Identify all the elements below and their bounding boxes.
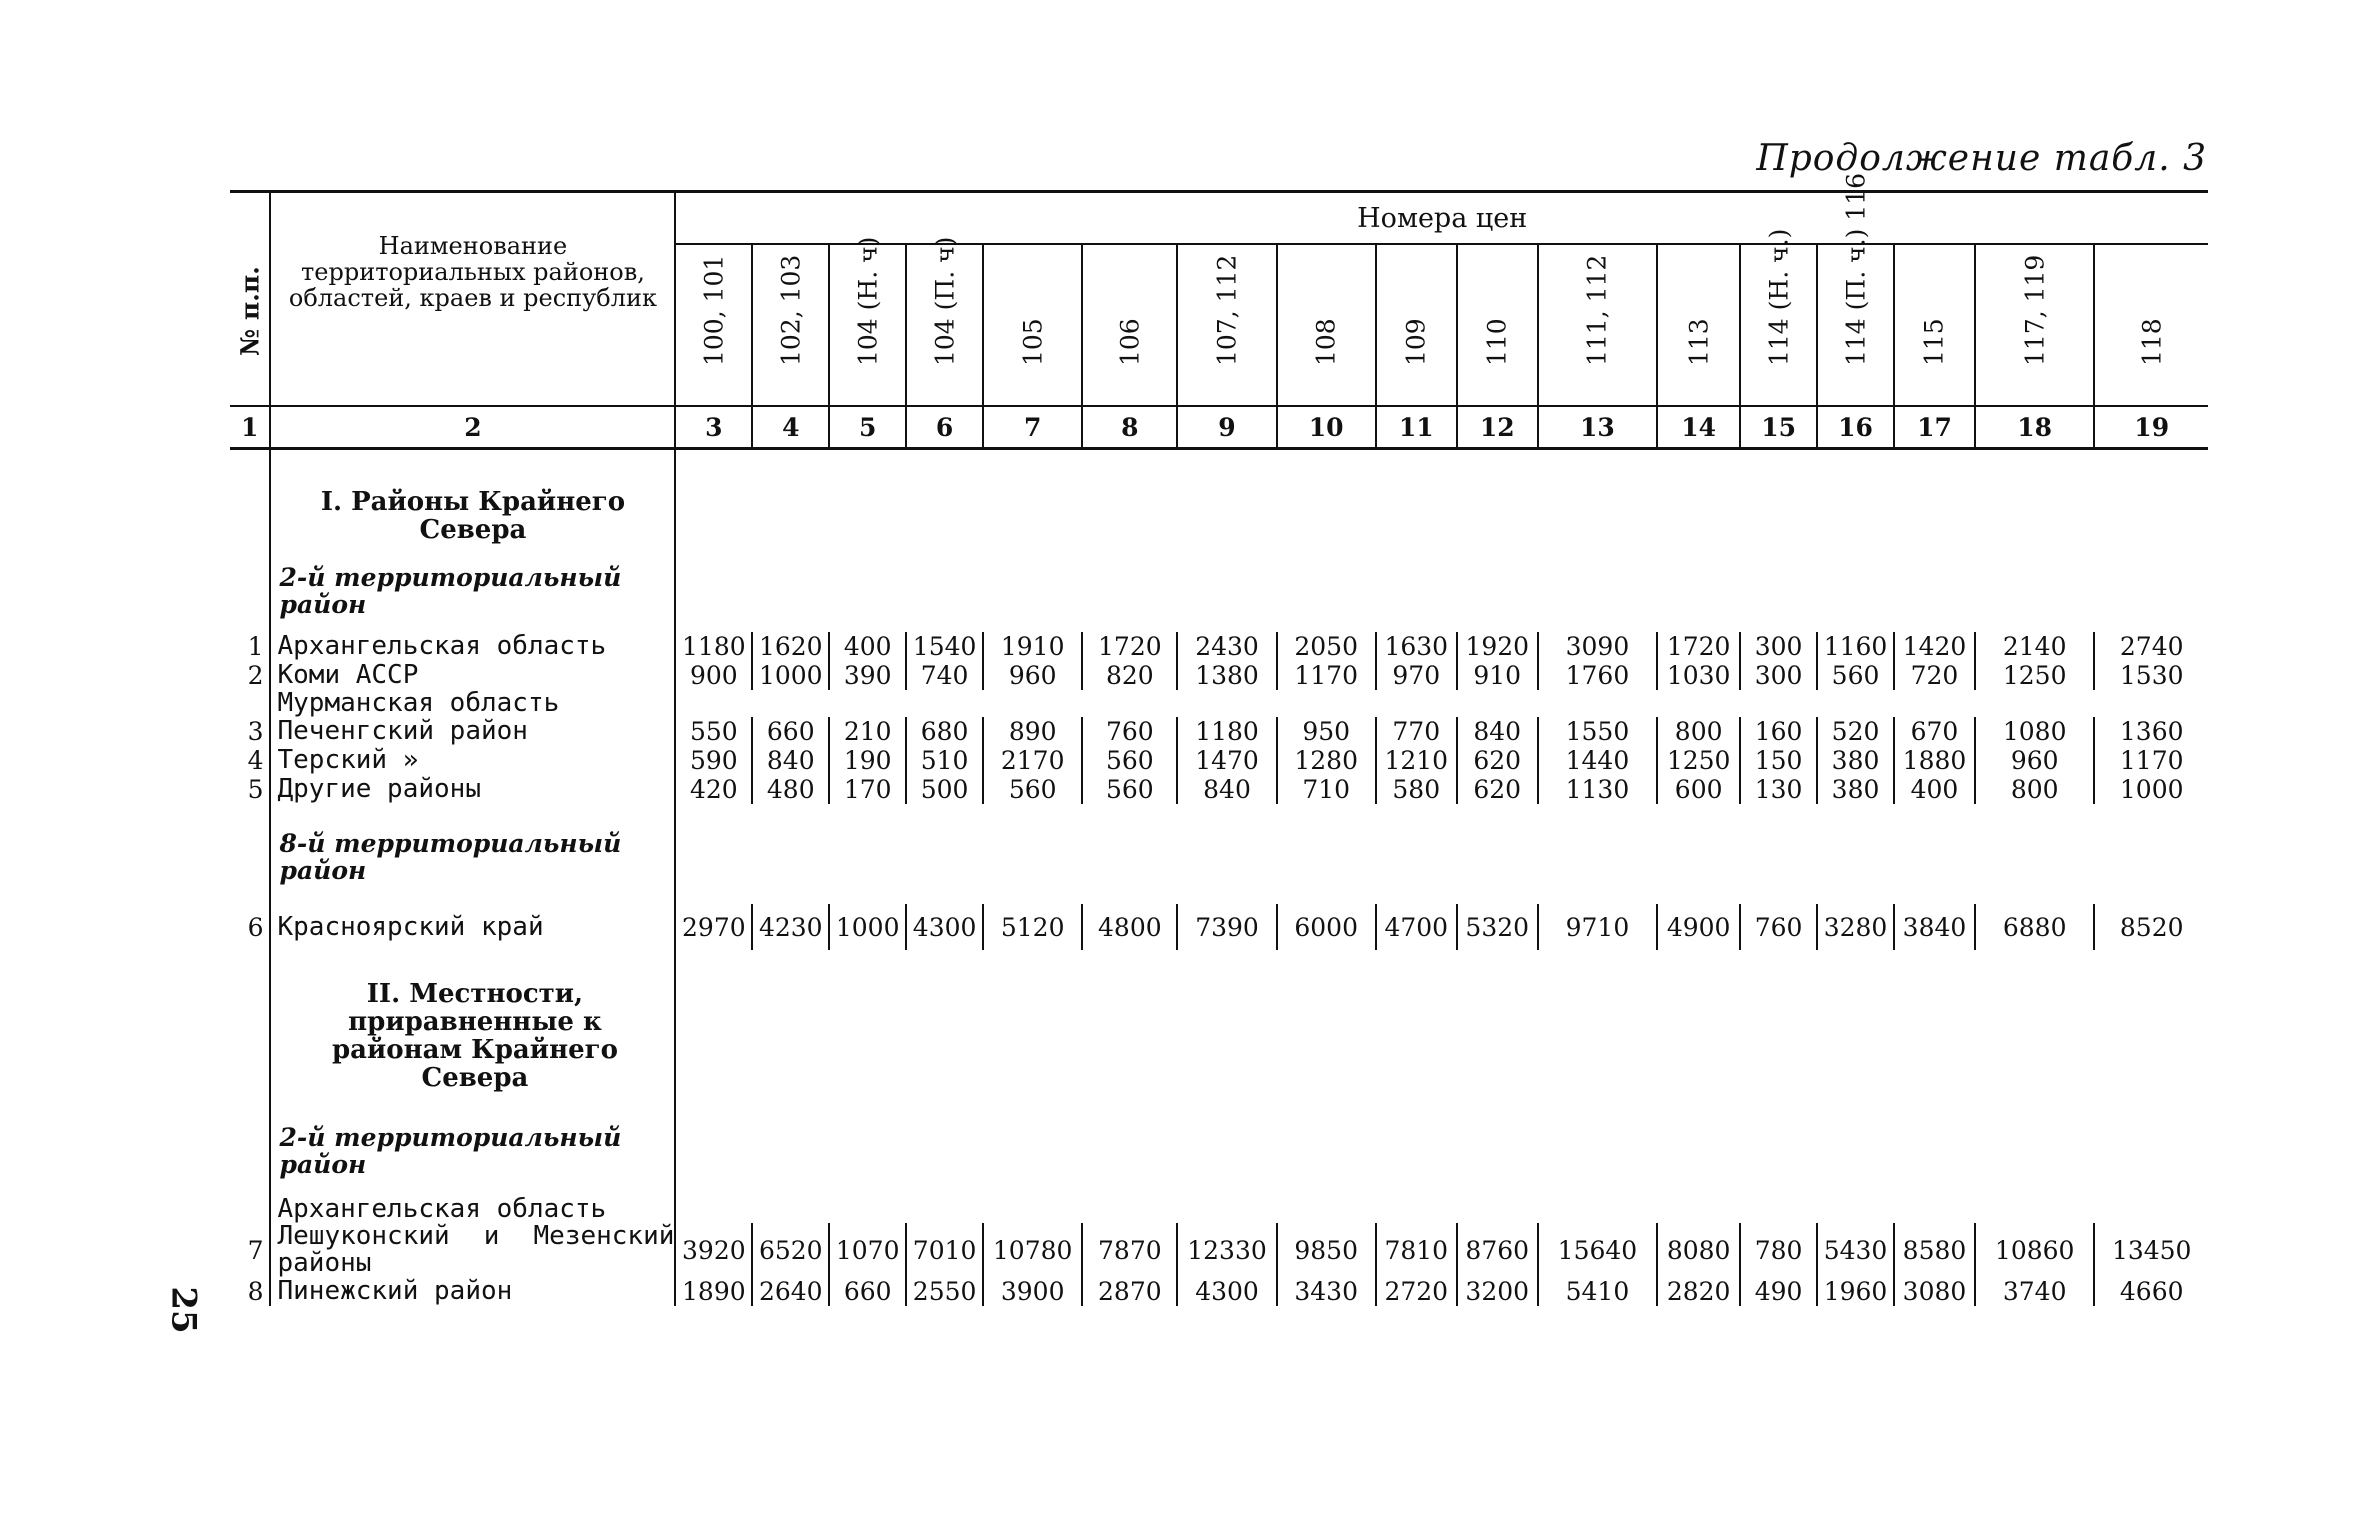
table-row xyxy=(230,746,2208,775)
price-value: 660 xyxy=(752,717,829,746)
header-no: № п.п. xyxy=(230,192,270,407)
price-table xyxy=(230,172,2208,1306)
column-number: 2 xyxy=(270,406,675,449)
table-row xyxy=(230,690,2208,717)
price-value: 1630 xyxy=(1376,632,1457,661)
price-value: 1250 xyxy=(1657,746,1740,775)
price-value: 820 xyxy=(1082,661,1177,690)
table-row xyxy=(230,661,2208,690)
price-value: 5410 xyxy=(1538,1277,1657,1306)
price-column-header: 102, 103 xyxy=(752,244,829,406)
price-column-header: 113 xyxy=(1657,244,1740,406)
price-value: 300 xyxy=(1740,661,1817,690)
price-value: 910 xyxy=(1457,661,1538,690)
header-name: Наименование территориальных районов, областей, краев и республик xyxy=(270,192,675,407)
price-value: 3840 xyxy=(1894,904,1975,950)
price-value: 2820 xyxy=(1657,1277,1740,1306)
region-name: Пинежский район xyxy=(270,1277,675,1306)
price-value: 960 xyxy=(983,661,1082,690)
price-value: 8080 xyxy=(1657,1223,1740,1277)
price-column-header: 106 xyxy=(1082,244,1177,406)
price-value: 970 xyxy=(1376,661,1457,690)
price-value: 3900 xyxy=(983,1277,1082,1306)
row-number: 2 xyxy=(247,661,264,690)
price-value: 190 xyxy=(829,746,906,775)
price-value: 1000 xyxy=(2094,775,2208,804)
table-row xyxy=(230,717,2208,746)
price-value: 6880 xyxy=(1975,904,2094,950)
price-value: 1030 xyxy=(1657,661,1740,690)
price-value: 160 xyxy=(1740,717,1817,746)
row-number: 4 xyxy=(247,746,264,775)
price-value: 1210 xyxy=(1376,746,1457,775)
price-column-header: 110 xyxy=(1457,244,1538,406)
section-1-subtitle-2: 8-й территориальный район xyxy=(270,804,675,904)
row-number: 6 xyxy=(247,912,264,942)
price-value: 580 xyxy=(1376,775,1457,804)
column-number: 6 xyxy=(906,406,983,449)
price-value: 3090 xyxy=(1538,632,1657,661)
price-value: 550 xyxy=(675,717,752,746)
price-value: 15640 xyxy=(1538,1223,1657,1277)
column-number: 11 xyxy=(1376,406,1457,449)
column-number: 15 xyxy=(1740,406,1817,449)
price-value: 1070 xyxy=(829,1223,906,1277)
price-value: 560 xyxy=(983,775,1082,804)
price-value: 1160 xyxy=(1817,632,1894,661)
price-value: 1080 xyxy=(1975,717,2094,746)
price-value: 2740 xyxy=(2094,632,2208,661)
price-value: 770 xyxy=(1376,717,1457,746)
price-value: 500 xyxy=(906,775,983,804)
price-value: 380 xyxy=(1817,746,1894,775)
region-name: Печенгский район xyxy=(270,717,675,746)
price-value: 760 xyxy=(1082,717,1177,746)
price-column-header: 114 (П. ч.) 116 xyxy=(1817,244,1894,406)
price-value: 8520 xyxy=(2094,904,2208,950)
price-value: 840 xyxy=(752,746,829,775)
price-value: 3920 xyxy=(675,1223,752,1277)
column-number: 9 xyxy=(1177,406,1276,449)
price-value: 3080 xyxy=(1894,1277,1975,1306)
price-value: 6000 xyxy=(1277,904,1376,950)
section-1-subtitle-1: 2-й территориальный район xyxy=(270,544,675,632)
price-value: 10780 xyxy=(983,1223,1082,1277)
price-value: 1540 xyxy=(906,632,983,661)
price-value: 1880 xyxy=(1894,746,1975,775)
row-number: 8 xyxy=(247,1277,264,1306)
price-value: 5430 xyxy=(1817,1223,1894,1277)
price-column-header: 111, 112 xyxy=(1538,244,1657,406)
price-column-header: 100, 101 xyxy=(675,244,752,406)
region-name: Архангельская область xyxy=(270,632,675,661)
price-value: 1280 xyxy=(1277,746,1376,775)
price-value: 400 xyxy=(829,632,906,661)
price-value: 590 xyxy=(675,746,752,775)
price-value: 210 xyxy=(829,717,906,746)
region-name: Другие районы xyxy=(270,775,675,804)
column-number: 4 xyxy=(752,406,829,449)
column-number: 18 xyxy=(1975,406,2094,449)
price-value: 1170 xyxy=(1277,661,1376,690)
price-value: 3430 xyxy=(1277,1277,1376,1306)
row-number: 3 xyxy=(247,717,264,746)
price-value: 6520 xyxy=(752,1223,829,1277)
price-value: 960 xyxy=(1975,746,2094,775)
price-column-header: 114 (Н. ч.) xyxy=(1740,244,1817,406)
price-value: 510 xyxy=(906,746,983,775)
page-number: 25 xyxy=(163,1286,204,1334)
price-value: 1180 xyxy=(675,632,752,661)
price-value: 760 xyxy=(1740,904,1817,950)
table-row xyxy=(230,1277,2208,1306)
price-value: 620 xyxy=(1457,746,1538,775)
price-value: 4300 xyxy=(1177,1277,1276,1306)
price-value: 480 xyxy=(752,775,829,804)
price-value: 4900 xyxy=(1657,904,1740,950)
price-value: 600 xyxy=(1657,775,1740,804)
section-2-subtitle-1: 2-й территориальный район xyxy=(270,1104,675,1196)
section-2-title: II. Местности, приравненные к районам Крайнего Севера xyxy=(270,950,675,1104)
price-value: 1250 xyxy=(1975,661,2094,690)
price-value: 300 xyxy=(1740,632,1817,661)
price-value: 1760 xyxy=(1538,661,1657,690)
price-value: 1420 xyxy=(1894,632,1975,661)
region-name: Терский » xyxy=(270,746,675,775)
table-row xyxy=(230,775,2208,804)
price-value: 660 xyxy=(829,1277,906,1306)
column-number: 14 xyxy=(1657,406,1740,449)
price-value: 1530 xyxy=(2094,661,2208,690)
region-arkhangelsk-2: Архангельская область xyxy=(270,1196,675,1223)
price-value: 1620 xyxy=(752,632,829,661)
price-value: 1960 xyxy=(1817,1277,1894,1306)
region-name: Красноярский край xyxy=(270,904,675,950)
price-value: 4660 xyxy=(2094,1277,2208,1306)
row-number: 5 xyxy=(247,775,264,804)
price-value: 150 xyxy=(1740,746,1817,775)
price-value: 1470 xyxy=(1177,746,1276,775)
price-value: 800 xyxy=(1657,717,1740,746)
column-number: 19 xyxy=(2094,406,2208,449)
price-value: 1910 xyxy=(983,632,1082,661)
price-column-header: 117, 119 xyxy=(1975,244,2094,406)
price-value: 800 xyxy=(1975,775,2094,804)
price-value: 5120 xyxy=(983,904,1082,950)
column-numbers xyxy=(230,406,2208,449)
price-value: 2550 xyxy=(906,1277,983,1306)
price-column-header: 107, 112 xyxy=(1177,244,1276,406)
price-value: 840 xyxy=(1177,775,1276,804)
price-value: 380 xyxy=(1817,775,1894,804)
column-number: 7 xyxy=(983,406,1082,449)
price-value: 2870 xyxy=(1082,1277,1177,1306)
price-value: 2970 xyxy=(675,904,752,950)
price-column-header: 118 xyxy=(2094,244,2208,406)
price-value: 7390 xyxy=(1177,904,1276,950)
price-value: 420 xyxy=(675,775,752,804)
price-value: 1130 xyxy=(1538,775,1657,804)
price-value: 950 xyxy=(1277,717,1376,746)
price-value: 890 xyxy=(983,717,1082,746)
price-value: 10860 xyxy=(1975,1223,2094,1277)
price-column-header: 109 xyxy=(1376,244,1457,406)
price-value: 1180 xyxy=(1177,717,1276,746)
price-value: 560 xyxy=(1082,775,1177,804)
price-value: 710 xyxy=(1277,775,1376,804)
header-prices: Номера цен xyxy=(675,192,2208,245)
price-value: 4230 xyxy=(752,904,829,950)
column-number: 8 xyxy=(1082,406,1177,449)
row-number: 1 xyxy=(247,632,264,661)
price-value: 8760 xyxy=(1457,1223,1538,1277)
price-value: 1000 xyxy=(752,661,829,690)
price-value: 1440 xyxy=(1538,746,1657,775)
price-value: 3280 xyxy=(1817,904,1894,950)
region-murmansk: Мурманская область xyxy=(270,690,675,717)
price-value: 8580 xyxy=(1894,1223,1975,1277)
column-number: 13 xyxy=(1538,406,1657,449)
table-row xyxy=(230,904,2208,950)
price-value: 490 xyxy=(1740,1277,1817,1306)
price-value: 13450 xyxy=(2094,1223,2208,1277)
price-value: 9850 xyxy=(1277,1223,1376,1277)
price-value: 900 xyxy=(675,661,752,690)
price-value: 670 xyxy=(1894,717,1975,746)
price-value: 7810 xyxy=(1376,1223,1457,1277)
price-value: 170 xyxy=(829,775,906,804)
price-value: 12330 xyxy=(1177,1223,1276,1277)
price-value: 680 xyxy=(906,717,983,746)
column-number: 5 xyxy=(829,406,906,449)
price-value: 130 xyxy=(1740,775,1817,804)
price-value: 1170 xyxy=(2094,746,2208,775)
price-value: 2640 xyxy=(752,1277,829,1306)
table-row xyxy=(230,632,2208,661)
price-value: 1920 xyxy=(1457,632,1538,661)
price-value: 1380 xyxy=(1177,661,1276,690)
region-name: Лешуконский и Мезенский районы xyxy=(270,1223,675,1277)
price-column-header: 105 xyxy=(983,244,1082,406)
price-value: 3200 xyxy=(1457,1277,1538,1306)
price-value: 7870 xyxy=(1082,1223,1177,1277)
table-row xyxy=(230,1223,2208,1277)
column-number: 10 xyxy=(1277,406,1376,449)
column-number: 12 xyxy=(1457,406,1538,449)
price-value: 5320 xyxy=(1457,904,1538,950)
price-column-header: 115 xyxy=(1894,244,1975,406)
table-caption: Продолжение табл. 3 xyxy=(1756,138,2207,179)
price-value: 2430 xyxy=(1177,632,1276,661)
row-number: 7 xyxy=(247,1235,264,1265)
price-value: 2720 xyxy=(1376,1277,1457,1306)
price-value: 720 xyxy=(1894,661,1975,690)
price-value: 1360 xyxy=(2094,717,2208,746)
price-value: 4700 xyxy=(1376,904,1457,950)
price-value: 390 xyxy=(829,661,906,690)
price-value: 1550 xyxy=(1538,717,1657,746)
price-value: 7010 xyxy=(906,1223,983,1277)
price-value: 2170 xyxy=(983,746,1082,775)
section-1-title: I. Районы Крайнего Севера xyxy=(270,488,675,544)
price-column-header: 108 xyxy=(1277,244,1376,406)
price-value: 2050 xyxy=(1277,632,1376,661)
price-value: 4800 xyxy=(1082,904,1177,950)
price-column-header: 104 (Н. ч) xyxy=(829,244,906,406)
table-row xyxy=(230,1196,2208,1223)
price-value: 1890 xyxy=(675,1277,752,1306)
price-value: 620 xyxy=(1457,775,1538,804)
price-value: 560 xyxy=(1082,746,1177,775)
price-value: 780 xyxy=(1740,1223,1817,1277)
price-value: 4300 xyxy=(906,904,983,950)
region-name: Коми АССР xyxy=(270,661,675,690)
column-number: 16 xyxy=(1817,406,1894,449)
column-number: 1 xyxy=(230,406,270,449)
price-value: 740 xyxy=(906,661,983,690)
price-value: 9710 xyxy=(1538,904,1657,950)
column-number: 17 xyxy=(1894,406,1975,449)
price-value: 1000 xyxy=(829,904,906,950)
price-value: 840 xyxy=(1457,717,1538,746)
price-value: 520 xyxy=(1817,717,1894,746)
price-value: 2140 xyxy=(1975,632,2094,661)
price-value: 3740 xyxy=(1975,1277,2094,1306)
price-value: 560 xyxy=(1817,661,1894,690)
price-value: 1720 xyxy=(1657,632,1740,661)
price-column-header: 104 (П. ч) xyxy=(906,244,983,406)
price-value: 400 xyxy=(1894,775,1975,804)
column-number: 3 xyxy=(675,406,752,449)
price-value: 1720 xyxy=(1082,632,1177,661)
